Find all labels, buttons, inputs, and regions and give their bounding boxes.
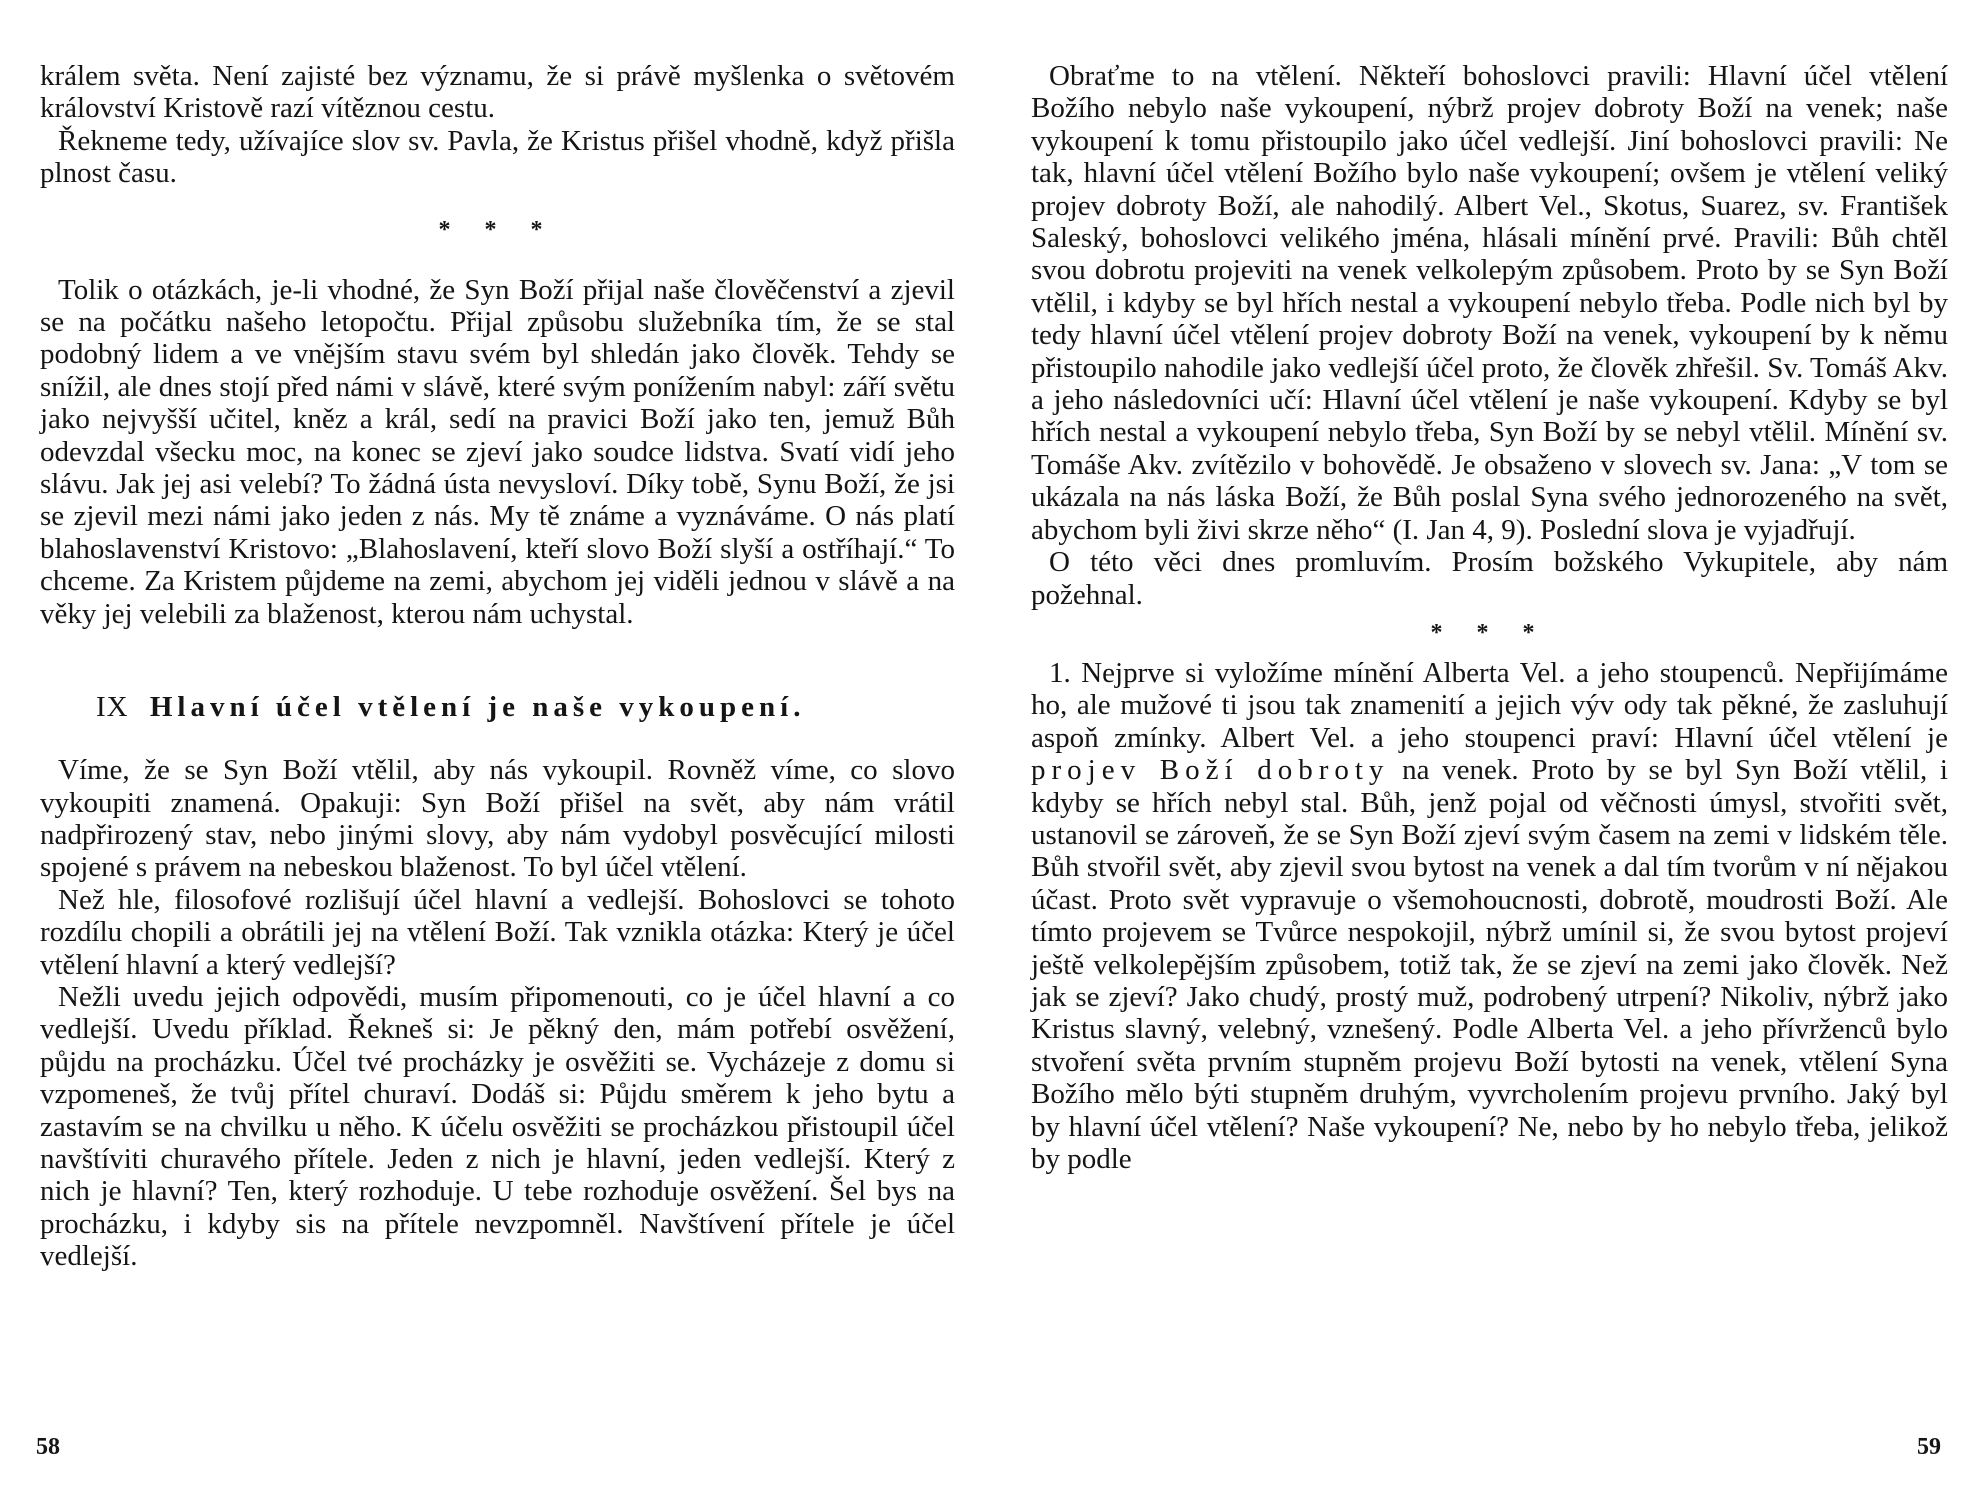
paragraph: Než hle, filosofové rozlišují účel hlavní a vedlejší. Bohoslovci se tohoto rozdílu chopili a obrátili jej na vtělení Boží. Tak vznikla otázka: Který je účel vtělení hlavní a který vedlejší? [40, 883, 955, 981]
page-number: 59 [1917, 1434, 1941, 1460]
paragraph: Nežli uvedu jejich odpovědi, musím připomenouti, co je účel hlavní a co vedlejší. Uvedu příklad. Řekneš si: Je pěkný den, mám potřebí osvěžení, půjdu na procházku. Účel tvé procházky je osvěžiti se. Vycházeje z domu si vzpomeneš, že tvůj přítel churaví. Dodáš si: Půjdu směrem k jeho bytu a zastavím se na chvilku u něho. K účelu osvěžiti se procházkou přistoupil účel navštíviti churavého přítele. Jeden z nich je hlavní, jeden vedlejší. Který z nich je hlavní? Ten, který rozhoduje. U tebe rozhoduje osvěžení. Šel bys na procházku, i kdyby sis na přítele nevzpomněl. Navštívení přítele je účel vedlejší. [40, 980, 955, 1273]
right-page-text-column [1031, 60, 1948, 1175]
section-separator: * * * [438, 216, 557, 243]
right-page [993, 0, 1986, 1500]
paragraph: O této věci dnes promluvím. Prosím božského Vykupitele, aby nám požehnal. [1031, 546, 1948, 611]
paragraph-text: na venek. Proto by se byl Syn Boží vtělil, i kdyby se hřích nebyl stal. Bůh, jenž pojal od věčnosti úmysl, stvořiti svět, ustanovil se zároveň, že se Syn Boží zjeví svým časem na zemi v lidském těle. Bůh stvořil svět, aby zjevil svou bytost na venek a dal tím tvorům v ní nějakou účast. Proto svět vypravuje o všemohoucnosti, dobrotě, moudrosti Boží. Ale tímto projevem se Tvůrce nespokojil, nýbrž umínil si, že svou bytost projeví ještě velkolepějším způsobem, totiž tak, že se zjeví na zemi jako člověk. Než jak se zjeví? Jako chudý, prostý muž, podrobený utrpení? Nikoliv, nýbrž jako Kristus slavný, velebný, vznešený. Podle Alberta Vel. a jeho přívrženců bylo stvoření světa prvním stupněm projevu Boží bytosti na venek, vtělení Syna Božího mělo býti stupněm druhým, vyvrcholením projevu prvního. Jaký byl by hlavní účel vtělení? Naše vykoupení? Ne, nebo by ho nebylo třeba, jelikož by podle [1031, 754, 1948, 1175]
page-number: 58 [36, 1434, 60, 1460]
paragraph: Obraťme to na vtělení. Někteří bohoslovci pravili: Hlavní účel vtělení Božího nebylo naše vykoupení, nýbrž projev dobroty Boží na venek; naše vykoupení k tomu přistoupilo jako účel vedlejší. Jiní bohoslovci pravili: Ne tak, hlavní účel vtělení Božího bylo naše vykoupení; ovšem je vtělení veliký projev dobroty Boží, ale nahodilý. Albert Vel., Skotus, Suarez, sv. František Saleský, bohoslovci velikého jména, hlásali mínění prvé. Pravili: Bůh chtěl svou dobrotu projeviti na venek velkolepým způsobem. Proto by se Syn Boží vtělil, i kdyby se byl hřích nestal a vykoupení nebylo třeba. Podle nich byl by tedy hlavní účel vtělení projev dobroty Boží na venek, vykoupení by k němu přistoupilo nahodile jako vedlejší účel proto, že člověk zhřešil. Sv. Tomáš Akv. a jeho následovníci učí: Hlavní účel vtělení je naše vykoupení. Kdyby se byl hřích nestal a vykoupení nebylo třeba, Syn Boží by se nebyl vtělil. Mínění sv. Tomáše Akv. zvítězilo v bohovědě. Je obsaženo v slovech sv. Jana: „V tom se ukázala na nás láska Boží, že Bůh poslal Syna svého jednorozeného na svět, abychom byli živi skrze něho“ (I. Jan 4, 9). Poslední slova je vyjadřují. [1031, 60, 1948, 546]
left-page-text-column [40, 60, 955, 1273]
emphasized-phrase: projev Boží dobroty [1031, 754, 1390, 787]
chapter-title: Hlavní účel vtělení je naše vykoupení. [149, 691, 806, 724]
paragraph [1031, 657, 1948, 1176]
paragraph: Řekneme tedy, užívajíce slov sv. Pavla, že Kristus přišel vhodně, když přišla plnost času. [40, 124, 955, 190]
paragraph: Tolik o otázkách, je-li vhodné, že Syn Boží přijal naše člověčenství a zjevil se na počátku našeho letopočtu. Přijal způsobu služebníka tím, že se stal podobný lidem a ve vnějším stavu svém byl shledán jako člověk. Tehdy se snížil, ale dnes stojí před námi v slávě, které svým ponížením nabyl: září světu jako nejvyšší učitel, kněz a král, sedí na pravici Boží jako ten, jemuž Bůh odevzdal všecku moc, na konec se zjeví jako soudce lidstva. Svatí vidí jeho slávu. Jak jej asi velebí? To žádná ústa nevysloví. Díky tobě, Synu Boží, že jsi se zjevil mezi námi jako jeden z nás. My tě známe a vyznáváme. O nás platí blahoslavenství Kristovo: „Blahoslavení, kteří slovo Boží slyší a ostříhají.“ To chceme. Za Kristem půjdeme na zemi, abychom jej viděli jednou v slávě a na věky jej velebili za blaženost, kterou nám uchystal. [40, 273, 955, 630]
chapter-number: IX [96, 691, 129, 724]
chapter-heading [40, 690, 955, 724]
paragraph-text: 1. Nejprve si vyložíme mínění Alberta Vel. a jeho stoupenců. Nepřijímáme ho, ale mužové ti jsou tak znamenití a jejich výv ody tak pěkné, že zasluhují aspoň zmínky. Albert Vel. a jeho stoupenci praví: Hlavní účel vtělení je [1031, 656, 1948, 754]
paragraph-continuation: králem světa. Není zajisté bez významu, že si právě myšlenka o světovém království Kristově razí vítěznou cestu. [40, 60, 955, 125]
paragraph: Víme, že se Syn Boží vtělil, aby nás vykoupil. Rovněž víme, co slovo vykoupiti znamená. Opakuji: Syn Boží přišel na svět, aby nám vrátil nadpřirozený stav, nebo jinými slovy, aby nám vydobyl posvěcující milosti spojené s právem na nebeskou blaženost. To byl účel vtělení. [40, 754, 955, 884]
section-separator: * * * [1430, 619, 1549, 646]
